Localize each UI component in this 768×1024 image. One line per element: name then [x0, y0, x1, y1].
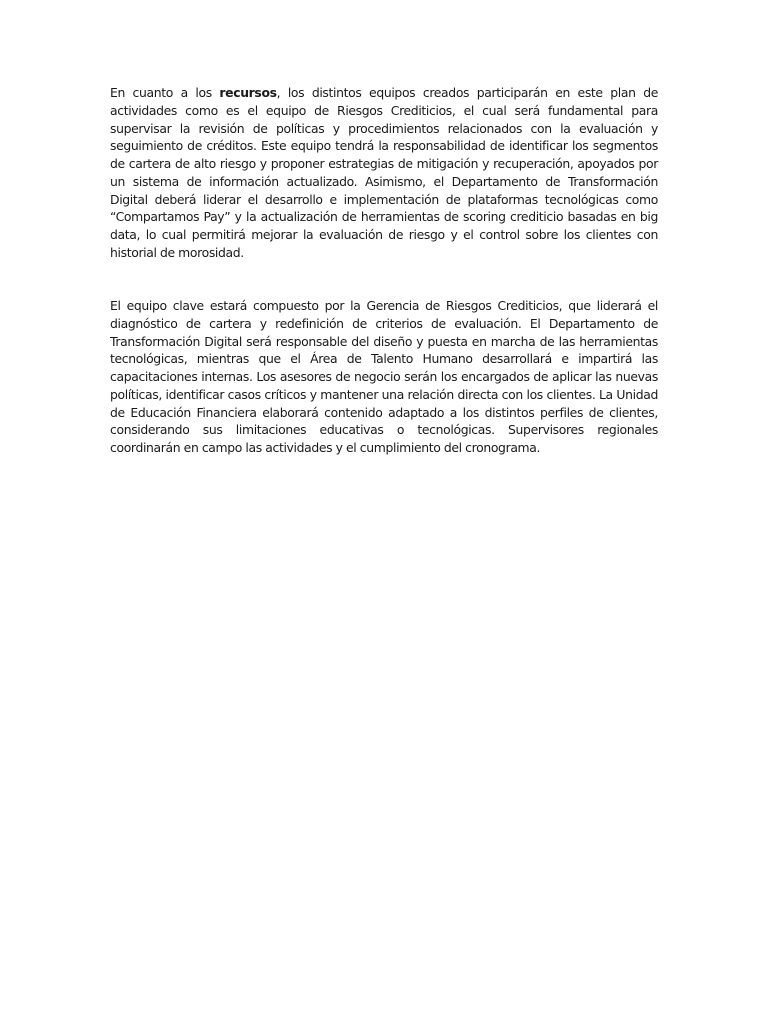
- paragraph-resources: [110, 84, 658, 262]
- paragraph-resources-intro: En cuanto a los: [110, 85, 220, 100]
- document-body: [110, 84, 658, 457]
- paragraph-key-team: El equipo clave estará compuesto por la Gerencia de Riesgos Crediticios, que liderará el diagnóstico de cartera y redefinición de criterios de evaluación. El Departamento de Transformación Digital será responsable del diseño y puesta en marcha de las herramientas tecnológicas, mientras que el Área de Talento Humano desarrollará e impartirá las capacitaciones internas. Los asesores de negocio serán los encargados de aplicar las nuevas políticas, identificar casos críticos y mantener una relación directa con los clientes. La Unidad de Educación Financiera elaborará contenido adaptado a los distintos perfiles de clientes, considerando sus limitaciones educativas o tecnológicas. Supervisores regionales coordinarán en campo las actividades y el cumplimiento del cronograma.: [110, 298, 658, 455]
- bold-term-recursos: recursos: [219, 85, 277, 100]
- paragraph-resources-body: , los distintos equipos creados participarán en este plan de actividades como es el equipo de Riesgos Crediticios, el cual será fundamental para supervisar la revisión de políticas y procedimientos relacionados con la evaluación y seguimiento de créditos. Este equipo tendrá la responsabilidad de identificar los segmentos de cartera de alto riesgo y proponer estrategias de mitigación y recuperación, apoyados por un sistema de información actualizado. Asimismo, el Departamento de Transformación Digital deberá liderar el desarrollo e implementación de plataformas tecnológicas como “Compartamos Pay” y la actualización de herramientas de scoring crediticio basadas en big data, lo cual permitirá mejorar la evaluación de riesgo y el control sobre los clientes con historial de morosidad.: [110, 85, 658, 260]
